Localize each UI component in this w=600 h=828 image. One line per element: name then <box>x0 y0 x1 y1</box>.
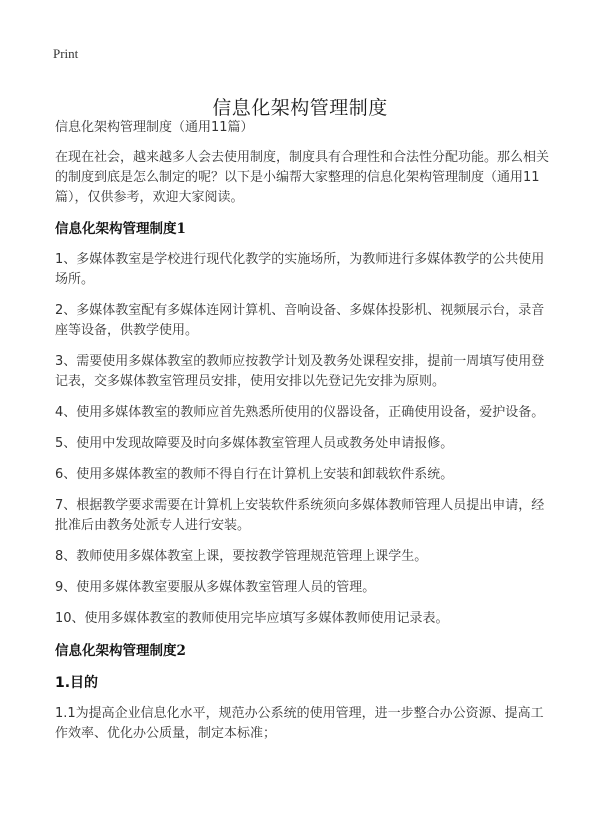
list-item: 5、使用中发现故障要及时向多媒体教室管理人员或教务处申请报修。 <box>55 436 454 451</box>
list-item: 1.1为提高企业信息化水平，规范办公系统的使用管理，进一步整合办公资源、提高工作效率、优化办公质量，制定本标准； <box>55 706 544 741</box>
section-1-heading: 信息化架构管理制度1 <box>55 221 186 237</box>
page-title: 信息化架构管理制度 <box>212 96 388 119</box>
intro-paragraph: 在现在社会，越来越多人会去使用制度，制度具有合理性和合法性分配功能。那么相关的制度到底是怎么制定的呢？以下是小编帮大家整理的信息化架构管理制度（通用11篇），仅供参考，欢迎大家阅读。 <box>55 150 550 205</box>
section-2-subheading: 1.目的 <box>55 675 99 691</box>
section-2-heading: 信息化架构管理制度2 <box>55 643 186 659</box>
list-item: 9、使用多媒体教室要服从多媒体教室管理人员的管理。 <box>55 580 376 595</box>
list-item: 3、需要使用多媒体教室的教师应按教学计划及教务处课程安排，提前一周填写使用登记表，交多媒体教室管理员安排，使用安排以先登记先安排为原则。 <box>55 354 545 389</box>
document-body <box>55 118 550 755</box>
list-item: 6、使用多媒体教室的教师不得自行在计算机上安装和卸载软件系统。 <box>55 467 454 482</box>
list-item: 10、使用多媒体教室的教师使用完毕应填写多媒体教师使用记录表。 <box>55 611 449 626</box>
list-item: 4、使用多媒体教室的教师应首先熟悉所使用的仪器设备，正确使用设备，爱护设备。 <box>55 405 545 420</box>
print-link[interactable]: Print <box>53 46 79 61</box>
document-subtitle: 信息化架构管理制度（通用11篇） <box>55 120 254 135</box>
list-item: 7、根据教学要求需要在计算机上安装软件系统须向多媒体教师管理人员提出申请，经批准后由教务处派专人进行安装。 <box>55 498 545 533</box>
list-item: 1、多媒体教室是学校进行现代化教学的实施场所，为教师进行多媒体教学的公共使用场所。 <box>55 252 545 287</box>
list-item: 8、教师使用多媒体教室上课，要按教学管理规范管理上课学生。 <box>55 549 428 564</box>
list-item: 2、多媒体教室配有多媒体连网计算机、音响设备、多媒体投影机、视频展示台，录音座等设备，供教学使用。 <box>55 303 545 338</box>
